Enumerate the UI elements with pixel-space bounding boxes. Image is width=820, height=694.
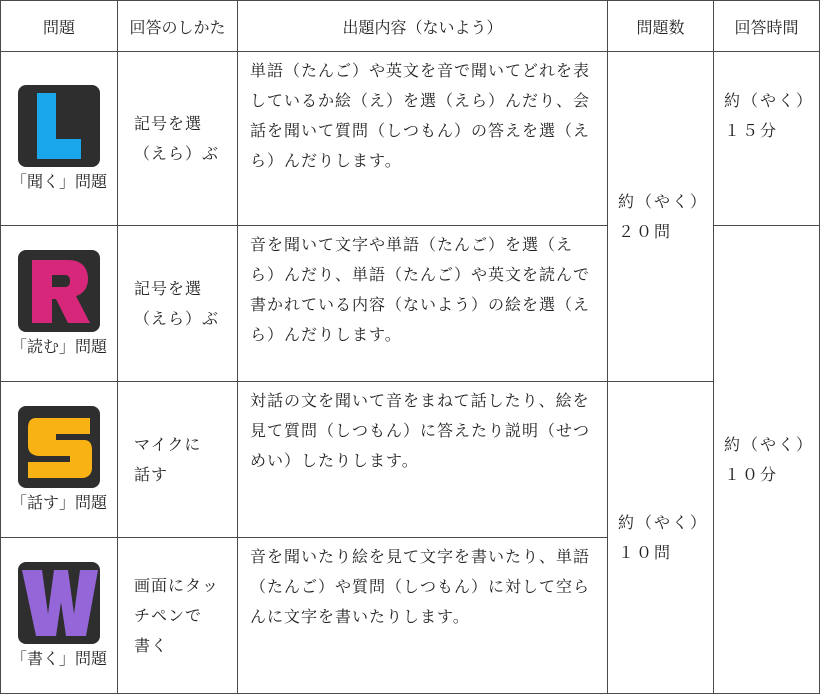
method-line: チペンで: [134, 605, 203, 625]
count-value: ２０問: [618, 221, 673, 241]
content-text: 対話の文を聞いて音をまねて話したり、絵を見て質問（しつもん）に答えたり説明（せつめい）したりします。: [250, 391, 591, 470]
listening-L-icon: [18, 85, 100, 167]
header-type: 問題: [1, 1, 118, 52]
count-cell-lr: [608, 52, 714, 382]
method-cell: [118, 538, 238, 694]
type-cell-speaking: [1, 382, 118, 538]
table-row-listening: [1, 52, 820, 226]
type-label: 「書く」問題: [10, 648, 107, 668]
method-line: 話す: [134, 464, 169, 484]
content-cell: [238, 52, 608, 226]
method-cell: [118, 226, 238, 382]
method-line: 書く: [134, 635, 169, 655]
count-value: １０問: [618, 542, 673, 562]
count-cell-sw: [608, 382, 714, 694]
header-row: [1, 1, 820, 52]
method-line: 画面にタッ: [134, 575, 220, 595]
time-value: １０分: [724, 464, 779, 484]
method-cell: [118, 52, 238, 226]
type-label: 「話す」問題: [10, 492, 107, 512]
method-line: 記号を選: [134, 278, 203, 298]
time-cell-l: [714, 52, 820, 226]
table-row-speaking: [1, 382, 820, 538]
header-time: 回答時間: [714, 1, 820, 52]
count-prefix: 約（やく）: [618, 512, 709, 532]
time-value: １５分: [724, 121, 779, 140]
type-cell-writing: [1, 538, 118, 694]
content-cell: [238, 226, 608, 382]
writing-W-icon: [18, 562, 100, 644]
method-cell: [118, 382, 238, 538]
method-line: 記号を選: [134, 113, 203, 133]
speaking-S-icon: [18, 406, 100, 488]
type-cell-reading: [1, 226, 118, 382]
reading-R-icon: [18, 250, 100, 332]
content-cell: [238, 382, 608, 538]
time-prefix: 約（やく）: [724, 434, 815, 454]
header-count: 問題数: [608, 1, 714, 52]
content-text: 音を聞いて文字や単語（たんご）を選（えら）んだり、単語（たんご）や英文を読んで書かれている内容（ないよう）の絵を選（えら）んだりします。: [250, 235, 591, 344]
type-cell-listening: [1, 52, 118, 226]
method-line: マイクに: [134, 434, 202, 454]
method-line: （えら）ぶ: [134, 143, 220, 163]
content-text: 単語（たんご）や英文を音で聞いてどれを表しているか絵（え）を選（えら）んだり、会話を聞いて質問（しつもん）の答えを選（えら）んだりします。: [250, 61, 591, 170]
type-label: 「聞く」問題: [10, 171, 107, 191]
time-prefix: 約（やく）: [724, 91, 815, 110]
count-prefix: 約（やく）: [618, 191, 709, 211]
content-text: 音を聞いたり絵を見て文字を書いたり、単語（たんご）や質問（しつもん）に対して空らんに文字を書いたりします。: [250, 547, 591, 626]
header-content: 出題内容（ないよう）: [238, 1, 608, 52]
header-method: 回答のしかた: [118, 1, 238, 52]
time-cell-rsw: [714, 226, 820, 694]
method-line: （えら）ぶ: [134, 308, 220, 328]
type-label: 「読む」問題: [10, 336, 107, 356]
content-cell: [238, 538, 608, 694]
